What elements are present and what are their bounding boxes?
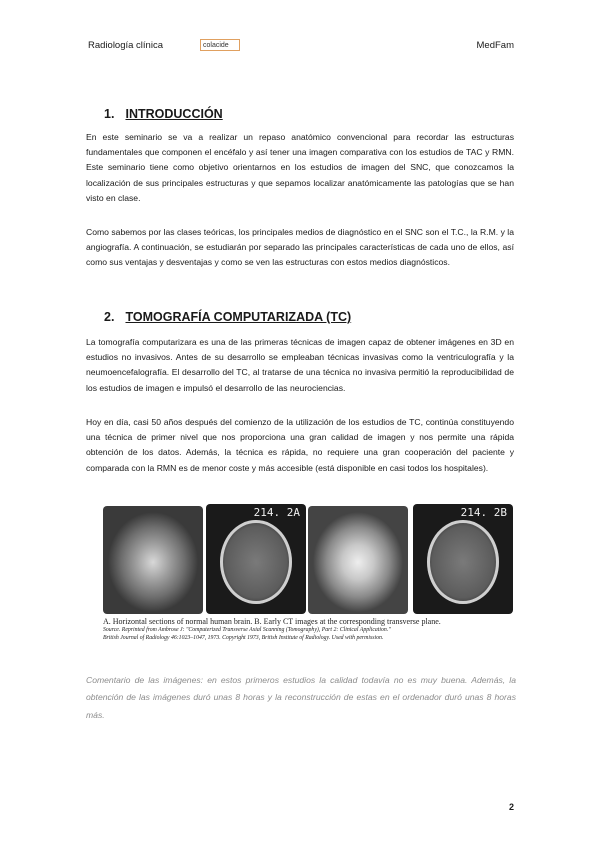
ct-skull-b [427, 520, 499, 604]
page-number: 2 [508, 802, 514, 812]
ct-label-b: 214. 2B [460, 506, 507, 519]
section-heading-introduccion [104, 107, 223, 121]
section-number: 2. [104, 310, 115, 324]
ct-image-a [206, 504, 306, 614]
ct-figure [103, 500, 527, 650]
image-comment: Comentario de las imágenes: en estos primeros estudios la calidad todavía no es muy buena. Además, la obtención de las imágenes duró unas 8 horas y la reconstrucción de estas en el ordenador duró unas 8 horas más. [86, 675, 516, 720]
caption-line-1: A. Horizontal sections of normal human brain. B. Early CT images at the corresponding transverse plane. [103, 617, 441, 626]
paragraph-tc-1: La tomografía computarizara es una de las primeras técnicas de imagen capaz de obtener imágenes en 3D en estudios no invasivos. Antes de su desarrollo se empleaban técnicas invasivas como la ventriculografía y la neumoencefalografía. El desarrollo del TC, al tratarse de una técnica no invasiva permitió la reproducibilidad de los estudios de imagen e impulsó el desarrollo de las neurociencias. [86, 337, 514, 393]
ct-label-a: 214. 2A [253, 506, 300, 519]
header-badge: colacide [200, 39, 240, 51]
brain-section-image-b [308, 506, 408, 614]
paragraph-intro-2: Como sabemos por las clases teóricas, los principales medios de diagnóstico en el SNC son el T.C., la R.M. y la angiografía. A continuación, se estudiarán por separado las principales características de cada uno de ellos, así como sus ventajas y desventajas y como se ven las estructuras con estos medios diagnósticos. [86, 227, 514, 268]
section-title: TOMOGRAFÍA COMPUTARIZADA (TC) [125, 310, 352, 324]
section-title: INTRODUCCIÓN [125, 107, 223, 121]
paragraph-intro-1: En este seminario se va a realizar un repaso anatómico convencional para recordar las estructuras fundamentales que componen el encéfalo y así tener una imagen comparativa con los estudios de TAC y RMN. Este seminario tiene como objetivo orientarnos en los estudios de imagen del SNC, que conozcamos la localización de sus principales estructuras y que sepamos localizar anatómicamente las patologías que se han visto en clase. [86, 132, 514, 203]
paragraph-tc-2: Hoy en día, casi 50 años después del comienzo de la utilización de los estudios de TC, continúa constituyendo una técnica de primer nivel que nos proporciona una gran calidad de imagen y nos permite una rápida obtención de los datos. Además, la técnica es rápida, no requiere una gran cooperación del paciente y comparada con la RMN es de menor coste y más accesible (está disponible en casi todos los hospitales). [86, 417, 514, 473]
section-heading-tc [104, 310, 351, 324]
header-left: Radiología clínica [88, 40, 163, 51]
ct-skull-a [220, 520, 292, 604]
section-number: 1. [104, 107, 115, 121]
brain-section-image-a [103, 506, 203, 614]
caption-line-2: Source. Reprinted from Ambrose J: "Computerized Transverse Axial Scanning (Tomography), Part 2: Clinical Application." [103, 627, 391, 633]
header-right: MedFam [476, 40, 514, 51]
figure-caption [103, 617, 527, 642]
ct-image-b [413, 504, 513, 614]
caption-line-3: British Journal of Radiology 46:1023–1047, 1973. Copyright 1973, British Institute of Radiology. Used with permission. [103, 634, 384, 641]
